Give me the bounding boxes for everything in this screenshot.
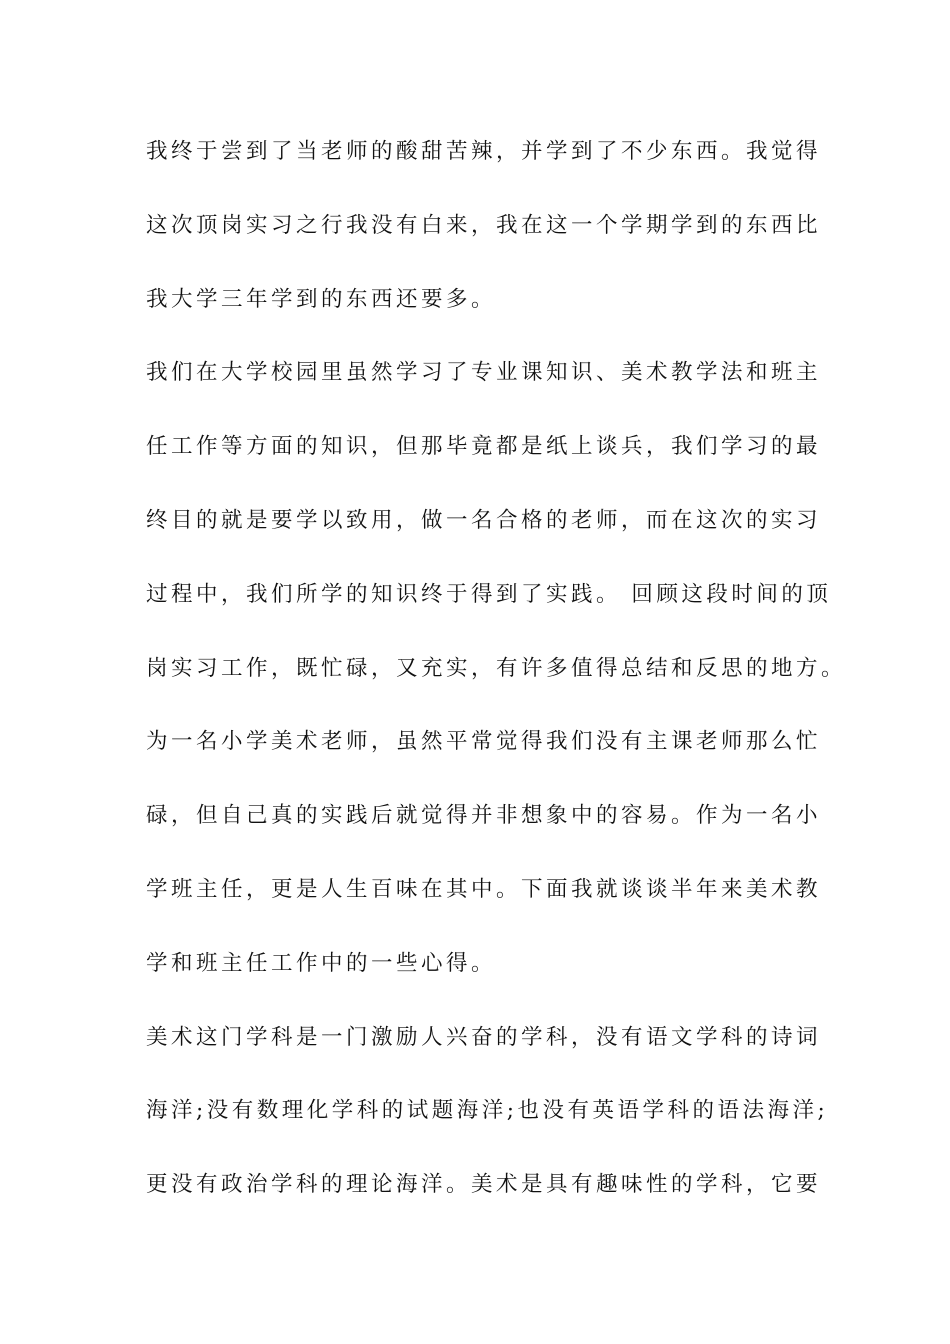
- text-line: 为一名小学美术老师，虽然平常觉得我们没有主课老师那么忙: [146, 729, 822, 755]
- text-line: 任工作等方面的知识，但那毕竟都是纸上谈兵，我们学习的最: [146, 434, 822, 460]
- text-line: 我终于尝到了当老师的酸甜苦辣，并学到了不少东西。我觉得: [146, 139, 822, 164]
- text-line: 碌，但自己真的实践后就觉得并非想象中的容易。作为一名小: [146, 803, 822, 829]
- text-line: 我大学三年学到的东西还要多。: [146, 286, 497, 312]
- text-line: 更没有政治学科的理论海洋。美术是具有趣味性的学科，它要: [146, 1172, 822, 1198]
- text-line: 我们在大学校园里虽然学习了专业课知识、美术教学法和班主: [146, 360, 822, 386]
- text-line: 岗实习工作，既忙碌，又充实，有许多值得总结和反思的地方。: [146, 655, 847, 681]
- text-line: 终目的就是要学以致用，做一名合格的老师，而在这次的实习: [146, 507, 822, 533]
- text-line: 学班主任，更是人生百味在其中。下面我就谈谈半年来美术教: [146, 876, 822, 902]
- text-line: 学和班主任工作中的一些心得。: [146, 950, 497, 976]
- text-line: 过程中，我们所学的知识终于得到了实践。 回顾这段时间的顶: [146, 581, 832, 607]
- text-line: 这次顶岗实习之行我没有白来，我在这一个学期学到的东西比: [146, 212, 822, 238]
- body-text: [146, 129, 846, 1236]
- text-line: 海洋;没有数理化学科的试题海洋;也没有英语学科的语法海洋;: [146, 1098, 829, 1124]
- text-line: 美术这门学科是一门激励人兴奋的学科，没有语文学科的诗词: [146, 1024, 822, 1050]
